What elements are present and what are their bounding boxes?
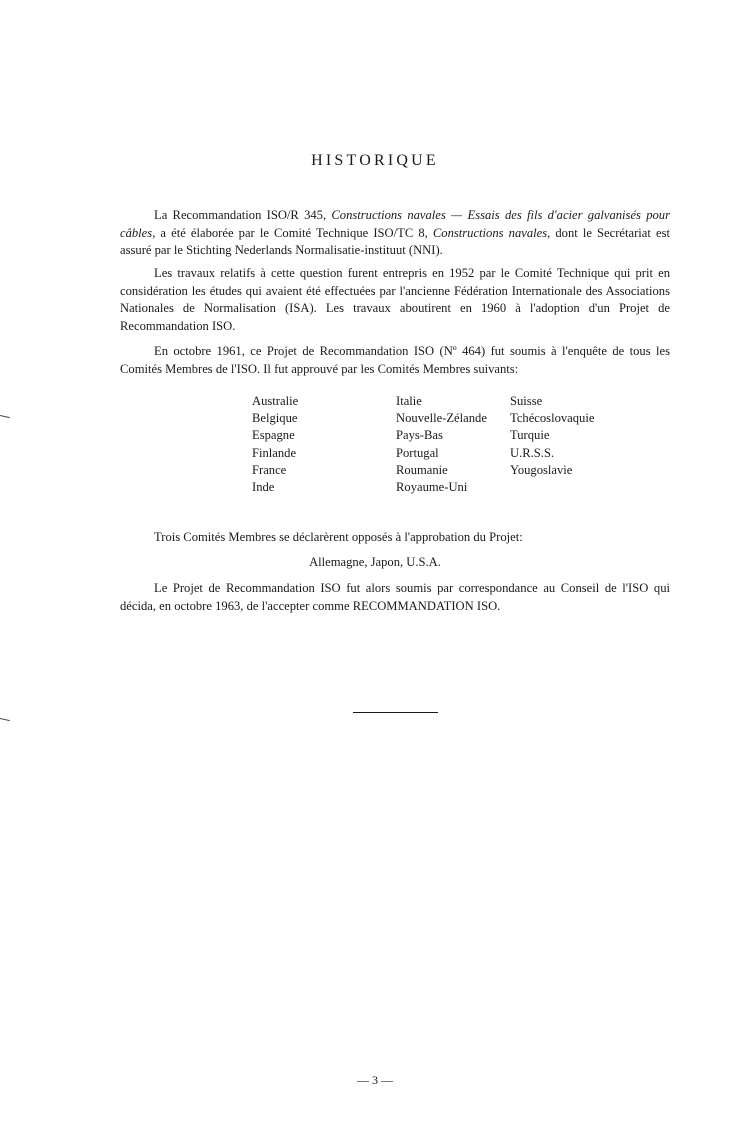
opposed-countries: Allemagne, Japon, U.S.A.: [309, 555, 441, 569]
paragraph-history: [120, 265, 670, 343]
country-item: Pays-Bas: [396, 428, 443, 443]
country-column-3: [510, 393, 594, 479]
paragraph-opposition: [120, 529, 670, 555]
margin-mark: [0, 718, 10, 721]
paragraph-text: Le Projet de Recommandation ISO fut alors soumis par correspondance au Conseil de l'ISO qui décida, en octobre 1963, de l'accepter comme RECOMMANDATION ISO.: [120, 581, 670, 613]
country-item: Royaume-Uni: [396, 480, 468, 495]
country-item: Nouvelle-Zélande: [396, 411, 487, 426]
paragraph-enquiry: [120, 343, 670, 386]
paragraph-text: En octobre 1961, ce Projet de Recommandation ISO (Nº 464) fut soumis à l'enquête de tous les Comités Membres de l'ISO. Il fut approuvé par les Comités Membres suivants:: [120, 344, 670, 376]
country-item: U.R.S.S.: [510, 445, 555, 460]
country-item: Yougoslavie: [510, 462, 573, 477]
country-item: Tchécoslovaquie: [510, 411, 595, 426]
text-run: , a été élaborée par le Comité Technique ISO/TC 8,: [152, 225, 433, 240]
page-number: — 3 —: [357, 1073, 393, 1087]
country-item: Belgique: [252, 411, 298, 426]
text-run: , dont le Secrétariat est assuré par le Stichting Nederlands Normalisatie-instituut (NNI).: [120, 225, 670, 257]
paragraph-intro: [120, 207, 670, 268]
country-item: Roumanie: [396, 462, 448, 477]
country-item: Italie: [396, 394, 422, 408]
paragraph-text: Les travaux relatifs à cette question furent entrepris en 1952 par le Comité Technique qui prit en considération les études qui avaient été effectuées par l'ancienne Fédération Internationale des Associations Nationales de Normalisation (ISA). Les travaux aboutirent en 1960 à l'adoption d'un Projet de Recommandation ISO.: [120, 266, 670, 333]
country-item: Suisse: [510, 394, 543, 408]
paragraph-text: Trois Comités Membres se déclarèrent opposés à l'approbation du Projet:: [154, 530, 523, 544]
text-run: La Recommandation ISO/R 345,: [154, 208, 332, 222]
italic-title: Constructions navales — Essais des fils d'acier galvanisés pour câbles: [120, 208, 670, 240]
margin-mark: [0, 415, 10, 418]
country-item: Portugal: [396, 445, 439, 460]
country-item: Finlande: [252, 445, 297, 460]
country-item: Espagne: [252, 428, 295, 443]
country-item: Australie: [252, 394, 299, 408]
country-column-2: [396, 393, 487, 496]
page-title: HISTORIQUE: [311, 152, 439, 169]
country-item: Inde: [252, 480, 275, 495]
italic-committee: Constructions navales: [432, 225, 548, 240]
country-column-1: [252, 393, 298, 496]
country-item: Turquie: [510, 428, 550, 443]
paragraph-conclusion: [120, 580, 670, 623]
section-divider: [353, 712, 438, 713]
country-item: France: [252, 462, 287, 477]
